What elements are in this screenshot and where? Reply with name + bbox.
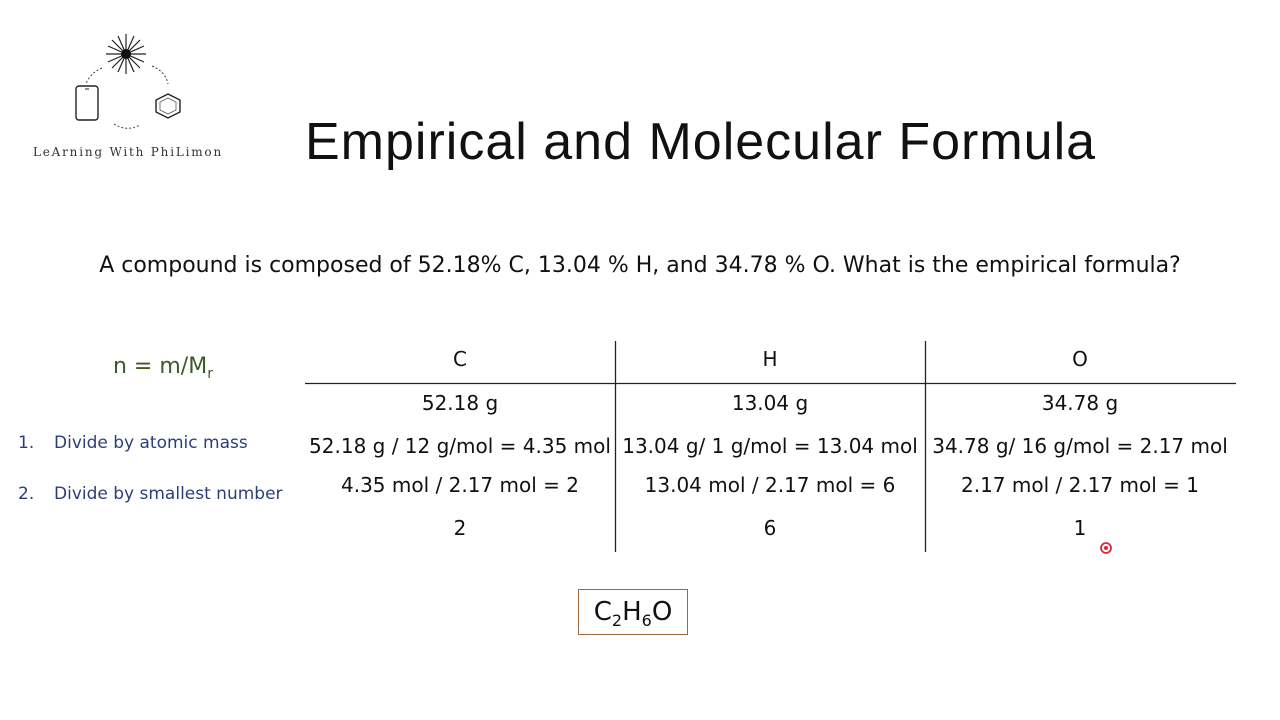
question-text: A compound is composed of 52.18% C, 13.04 % H, and 34.78 % O. What is the empirical formula? bbox=[99, 253, 1181, 278]
table-cell-c-ratio: 2 bbox=[453, 516, 467, 540]
table-header-c: C bbox=[453, 347, 467, 371]
answer-box bbox=[578, 589, 688, 635]
table-cell-h-moles: 13.04 g/ 1 g/mol = 13.04 mol bbox=[622, 434, 918, 458]
step-2 bbox=[18, 484, 283, 504]
step-2-label: Divide by smallest number bbox=[54, 484, 283, 504]
table-cell-c-moles: 52.18 g / 12 g/mol = 4.35 mol bbox=[309, 434, 611, 458]
logo-graphic-icon bbox=[30, 28, 230, 148]
pointer-cursor-icon bbox=[1100, 542, 1112, 554]
answer-c-subscript: 2 bbox=[611, 611, 623, 630]
table-cell-c-mass: 52.18 g bbox=[421, 391, 499, 415]
step-1-label: Divide by atomic mass bbox=[54, 433, 248, 453]
table-cell-h-ratio: 6 bbox=[763, 516, 777, 540]
table-cell-h-divide: 13.04 mol / 2.17 mol = 6 bbox=[644, 473, 896, 497]
step-1 bbox=[18, 433, 248, 453]
table-cell-o-moles: 34.78 g/ 16 g/mol = 2.17 mol bbox=[932, 434, 1228, 458]
answer-h: H bbox=[622, 597, 642, 627]
table-cell-o-ratio: 1 bbox=[1073, 516, 1087, 540]
table-cell-c-divide: 4.35 mol / 2.17 mol = 2 bbox=[341, 473, 579, 497]
moles-formula-subscript: r bbox=[207, 366, 213, 382]
step-2-number: 2. bbox=[18, 484, 35, 504]
table-header-h: H bbox=[762, 347, 778, 371]
moles-formula bbox=[113, 354, 213, 382]
answer-c: C bbox=[593, 597, 612, 627]
logo-text: LeArning With PhiLimon bbox=[33, 145, 223, 159]
page-title: Empirical and Molecular Formula bbox=[305, 113, 1097, 171]
table-cell-o-divide: 2.17 mol / 2.17 mol = 1 bbox=[961, 473, 1199, 497]
logo bbox=[30, 28, 230, 168]
table-header-o: O bbox=[1072, 347, 1088, 371]
table-cell-o-mass: 34.78 g bbox=[1041, 391, 1119, 415]
table-cell-h-mass: 13.04 g bbox=[731, 391, 809, 415]
step-1-number: 1. bbox=[18, 433, 35, 453]
answer-o: O bbox=[651, 597, 673, 627]
answer-h-subscript: 6 bbox=[641, 611, 652, 630]
moles-formula-main: n = m/M bbox=[113, 354, 208, 379]
